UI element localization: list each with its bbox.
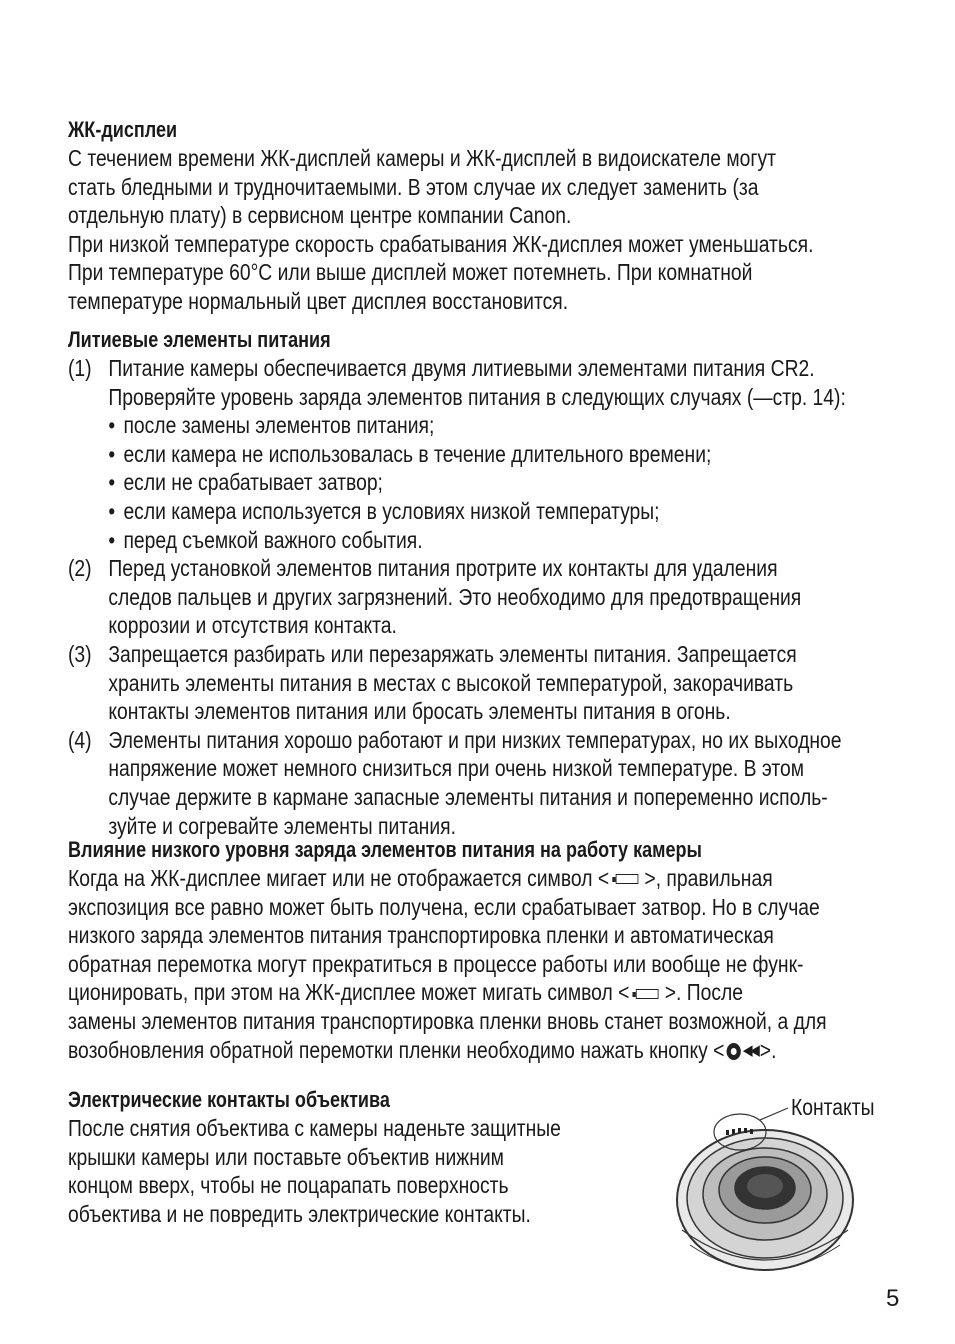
list-item bbox=[68, 726, 846, 755]
paragraph-line: После снятия объектива с камеры наденьте защитные bbox=[68, 1115, 561, 1141]
section-title: Влияние низкого уровня заряда элементов питания на работу камеры bbox=[68, 837, 702, 862]
paragraph-line: объектива и не повредить электрические контакты. bbox=[68, 1200, 531, 1227]
film-rewind-icon: ◀◀ bbox=[727, 1037, 757, 1066]
bullet: • bbox=[108, 469, 116, 496]
paragraph-line: обратная перемотка могут прекратиться в процессе работы или вообще не функ- bbox=[68, 950, 804, 977]
paragraph-line: температуре нормальный цвет дисплея восстановится. bbox=[68, 287, 569, 314]
paragraph-line: контакты элементов питания или бросать элементы питания в огонь. bbox=[108, 698, 731, 725]
paragraph-line: хранить элементы питания в местах с высокой температурой, закорачивать bbox=[108, 669, 794, 696]
paragraph-line: следов пальцев и других загрязнений. Это необходимо для предотвращения bbox=[108, 583, 802, 610]
battery-icon bbox=[633, 988, 662, 1001]
section-lens-contacts bbox=[68, 1086, 655, 1228]
item-number: (2) bbox=[68, 555, 92, 582]
bullet-item: • если камера не использовалась в течение длительного времени; bbox=[108, 440, 712, 467]
section-title: Электрические контакты объектива bbox=[68, 1087, 390, 1112]
paragraph-line: стать бледными и трудночитаемыми. В этом случае их следует заменить (за bbox=[68, 173, 759, 200]
paragraph-line: крышки камеры или поставьте объектив нижним bbox=[68, 1143, 504, 1170]
section-lcd bbox=[68, 116, 955, 316]
item-number: (1) bbox=[68, 355, 92, 381]
section-batteries bbox=[68, 326, 955, 840]
paragraph-line: низкого заряда элементов питания транспортировка пленки и автоматическая bbox=[68, 922, 774, 949]
bullet: • bbox=[108, 440, 116, 467]
bullet-item: • если не срабатывает затвор; bbox=[108, 469, 383, 496]
bullet: • bbox=[108, 497, 116, 524]
paragraph-line: концом вверх, чтобы не поцарапать поверхность bbox=[68, 1172, 509, 1199]
item-number: (3) bbox=[68, 640, 92, 667]
bullet: • bbox=[108, 526, 116, 553]
section-title: ЖК-дисплеи bbox=[68, 117, 178, 142]
bullet-item: • после замены элементов питания; bbox=[108, 412, 435, 439]
paragraph-line: случае держите в кармане запасные элементы питания и попеременно исполь- bbox=[108, 783, 828, 810]
list-item bbox=[68, 640, 846, 669]
bullet-item: • если камера используется в условиях низкой температуры; bbox=[108, 497, 660, 524]
paragraph-line: Запрещается разбирать или перезаряжать элементы питания. Запрещается bbox=[108, 640, 797, 667]
paragraph-line: При низкой температуре скорость срабатывания ЖК-дисплея может уменьшаться. bbox=[68, 230, 814, 257]
section-low-battery bbox=[68, 836, 955, 1066]
paragraph-line: Питание камеры обеспечивается двумя литиевыми элементами питания CR2. bbox=[108, 355, 815, 381]
bullet: • bbox=[108, 412, 116, 439]
contacts-callout-label: Контакты bbox=[791, 1094, 875, 1120]
paragraph-line: При температуре 60°С или выше дисплей может потемнеть. При комнатной bbox=[68, 259, 753, 286]
paragraph-line: зуйте и согревайте элементы питания. bbox=[108, 812, 456, 839]
bullet-item: • перед съемкой важного события. bbox=[108, 526, 423, 553]
battery-icon bbox=[612, 873, 641, 886]
page-number: 5 bbox=[886, 1285, 900, 1312]
paragraph-line: возобновления обратной перемотки пленки необходимо нажать кнопку < ◀◀ >. bbox=[68, 1036, 827, 1066]
paragraph-line: С течением времени ЖК-дисплей камеры и ЖК-дисплей в видоискателе могут bbox=[68, 145, 776, 171]
paragraph-line: коррозии и отсутствия контакта. bbox=[108, 612, 397, 639]
paragraph-line: Перед установкой элементов питания протрите их контакты для удаления bbox=[108, 555, 778, 582]
paragraph-line: экспозиция все равно может быть получена, если срабатывает затвор. Но в случае bbox=[68, 893, 820, 920]
paragraph-line: Когда на ЖК-дисплее мигает или не отображается символ < >, правильная bbox=[68, 865, 773, 891]
item-number: (4) bbox=[68, 726, 92, 753]
paragraph-line: отдельную плату) в сервисном центре компании Canon. bbox=[68, 202, 572, 229]
paragraph-line: Элементы питания хорошо работают и при низких температурах, но их выходное bbox=[108, 726, 842, 753]
list-item bbox=[68, 554, 846, 583]
section-title: Литиевые элементы питания bbox=[68, 327, 331, 352]
paragraph-line: Проверяйте уровень заряда элементов питания в следующих случаях (—стр. 14): bbox=[108, 383, 846, 410]
paragraph-line: ционировать, при этом на ЖК-дисплее может мигать символ < >. После bbox=[68, 979, 744, 1006]
paragraph-line: напряжение может немного снизиться при очень низкой температуре. В этом bbox=[108, 755, 805, 782]
list-item bbox=[68, 354, 846, 383]
paragraph-line: замены элементов питания транспортировка пленки вновь станет возможной, а для bbox=[68, 1007, 827, 1034]
